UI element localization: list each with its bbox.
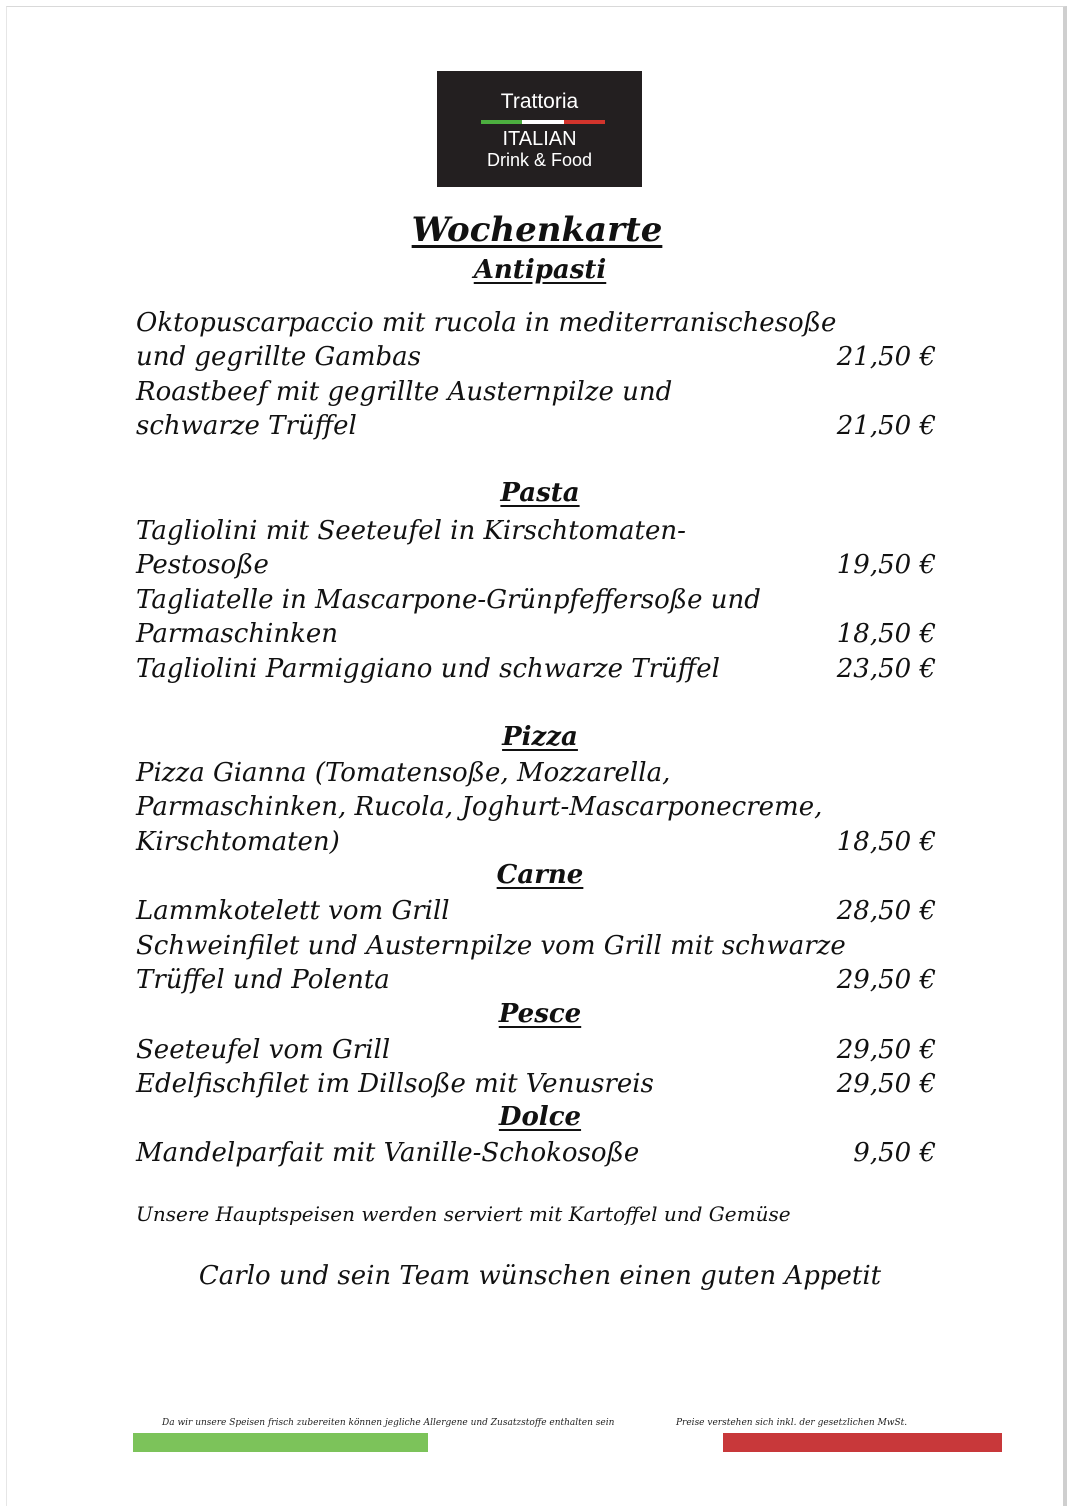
italian-flag-stripe	[481, 120, 605, 124]
dish-text: Parmaschinken, Rucola, Joghurt-Mascarponecreme,	[136, 792, 823, 822]
restaurant-logo	[437, 71, 642, 187]
footer-green-bar	[133, 1433, 428, 1452]
menu-line	[136, 929, 936, 963]
dish-price: 21,50 €	[836, 411, 936, 441]
menu-line	[136, 1136, 936, 1170]
dish-price: 29,50 €	[836, 1035, 936, 1065]
dish-text: Mandelparfait mit Vanille-Schokosoße	[136, 1138, 640, 1168]
flag-white	[522, 120, 563, 124]
section-title-pasta: Pasta	[500, 478, 580, 508]
dish-price: 9,50 €	[853, 1138, 936, 1168]
dish-price: 23,50 €	[836, 654, 936, 684]
logo-name: Trattoria	[500, 90, 579, 113]
menu-line	[136, 306, 936, 340]
dish-text: Lammkotelett vom Grill	[136, 896, 450, 926]
menu-line	[136, 790, 936, 824]
flag-red	[564, 120, 605, 124]
menu-line	[136, 375, 936, 409]
dish-text: Seeteufel vom Grill	[136, 1035, 391, 1065]
section-title-pesce: Pesce	[498, 999, 582, 1029]
menu-line	[136, 963, 936, 997]
flag-green	[481, 120, 522, 124]
dish-price: 29,50 €	[836, 1069, 936, 1099]
menu-line	[136, 1033, 936, 1067]
dish-price: 21,50 €	[836, 342, 936, 372]
menu-line	[136, 514, 936, 548]
dish-text: Oktopuscarpaccio mit rucola in mediterranischesoße	[136, 308, 837, 338]
logo-line1: ITALIAN	[502, 128, 577, 150]
section-title-pizza: Pizza	[502, 722, 578, 752]
dish-price: 28,50 €	[836, 896, 936, 926]
dish-price: 19,50 €	[836, 550, 936, 580]
dish-text: Schweinfilet und Austernpilze vom Grill mit schwarze	[136, 931, 846, 961]
menu-line	[136, 825, 936, 859]
dish-text: Tagliatelle in Mascarpone-Grünpfeffersoße und	[136, 585, 761, 615]
tax-notice: Preise verstehen sich inkl. der gesetzlichen MwSt.	[676, 1418, 908, 1428]
dish-text: Tagliolini mit Seeteufel in Kirschtomaten-	[136, 516, 686, 546]
allergen-notice: Da wir unsere Speisen frisch zubereiten können jegliche Allergene und Zusatzstoffe enthalten sein	[162, 1418, 615, 1428]
side-dish-note: Unsere Hauptspeisen werden serviert mit Kartoffel und Gemüse	[136, 1202, 791, 1226]
dish-text: und gegrillte Gambas	[136, 342, 421, 372]
footer-red-bar	[723, 1433, 1002, 1452]
menu-line	[136, 756, 936, 790]
menu-title: Wochenkarte	[411, 210, 663, 250]
menu-line	[136, 894, 936, 928]
section-title-antipasti: Antipasti	[473, 255, 607, 285]
dish-text: Tagliolini Parmiggiano und schwarze Trüffel	[136, 654, 720, 684]
logo-line2: Drink & Food	[486, 150, 593, 170]
dish-text: schwarze Trüffel	[136, 411, 357, 441]
dish-text: Parmaschinken	[136, 619, 339, 649]
menu-line	[136, 617, 936, 651]
dish-price: 18,50 €	[836, 827, 936, 857]
section-title-carne: Carne	[496, 860, 584, 890]
menu-line	[136, 340, 936, 374]
dish-price: 29,50 €	[836, 965, 936, 995]
menu-line	[136, 583, 936, 617]
section-title-dolce: Dolce	[498, 1102, 582, 1132]
dish-text: Roastbeef mit gegrillte Austernpilze und	[136, 377, 673, 407]
dish-text: Pestosoße	[136, 550, 269, 580]
dish-price: 18,50 €	[836, 619, 936, 649]
dish-text: Pizza Gianna (Tomatensoße, Mozzarella,	[136, 758, 671, 788]
dish-text: Edelfischfilet im Dillsoße mit Venusreis	[136, 1069, 654, 1099]
menu-line	[136, 409, 936, 443]
dish-text: Trüffel und Polenta	[136, 965, 390, 995]
dish-text: Kirschtomaten)	[136, 827, 340, 857]
menu-line	[136, 548, 936, 582]
menu-line	[136, 652, 936, 686]
closing-greeting: Carlo und sein Team wünschen einen guten Appetit	[198, 1261, 882, 1291]
menu-line	[136, 1067, 936, 1101]
